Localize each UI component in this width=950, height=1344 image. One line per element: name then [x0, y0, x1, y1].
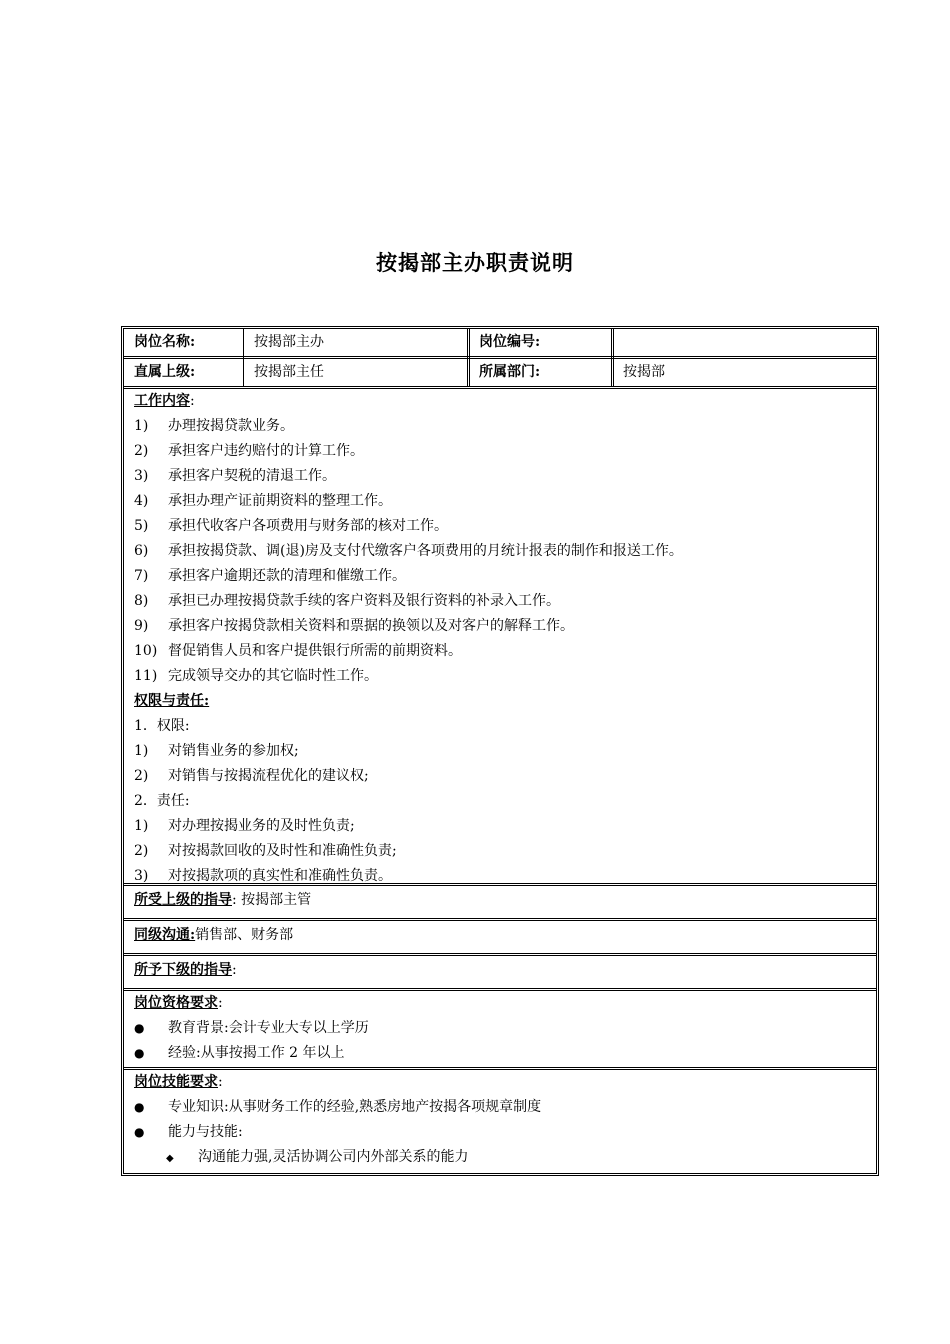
list-number: 1): [134, 818, 149, 834]
list-item: 经验:从事按揭工作 2 年以上: [168, 1045, 345, 1061]
list-item: 对按揭款回收的及时性和准确性负责;: [168, 843, 397, 859]
superior-label: 直属上级:: [134, 364, 196, 380]
work-heading: 工作内容:: [134, 393, 195, 409]
row-divider: [124, 883, 876, 886]
bullet-icon: ●: [134, 1046, 145, 1060]
guidance-to-label: 所予下级的指导: [134, 962, 232, 978]
list-item: 对销售与按揭流程优化的建议权;: [168, 768, 369, 784]
list-number: 9): [134, 618, 149, 634]
guidance-from-row: [134, 888, 311, 913]
qualification-heading: 岗位资格要求:: [134, 995, 223, 1011]
list-number: 7): [134, 568, 149, 584]
list-item: 承担客户按揭贷款相关资料和票据的换领以及对客户的解释工作。: [168, 618, 574, 634]
position-name-value: 按揭部主办: [254, 334, 324, 350]
guidance-from-value: : 按揭部主管: [232, 892, 312, 908]
list-item: 督促销售人员和客户提供银行所需的前期资料。: [168, 643, 462, 659]
qualification-section: [134, 991, 369, 1066]
position-name-label: 岗位名称:: [134, 334, 196, 350]
guidance-to-value: :: [232, 962, 237, 978]
list-number: 4): [134, 493, 149, 509]
department-label: 所属部门:: [479, 364, 541, 380]
list-number: 1): [134, 743, 149, 759]
list-item: 承担客户契税的清退工作。: [168, 468, 336, 484]
header-row-2: [124, 359, 876, 386]
list-item: 完成领导交办的其它临时性工作。: [168, 668, 378, 684]
row-divider: [124, 953, 876, 956]
bullet-icon: ●: [134, 1125, 145, 1139]
list-number: 2): [134, 768, 149, 784]
peer-comm-row: [134, 923, 293, 948]
list-item: 对按揭款项的真实性和准确性负责。: [168, 868, 392, 884]
list-number: 6): [134, 543, 149, 559]
list-item: 承担客户违约赔付的计算工作。: [168, 443, 364, 459]
document-title: 按揭部主办职责说明: [376, 250, 574, 275]
list-number: 8): [134, 593, 149, 609]
work-section: [134, 389, 683, 889]
diamond-bullet-icon: ◆: [166, 1153, 174, 1164]
list-item: 承担客户逾期还款的清理和催缴工作。: [168, 568, 406, 584]
list-item: 办理按揭贷款业务。: [168, 418, 294, 434]
column-divider: [243, 329, 244, 386]
column-divider: [611, 329, 614, 386]
list-number: 2): [134, 443, 149, 459]
list-item: 承担办理产证前期资料的整理工作。: [168, 493, 392, 509]
position-code-label: 岗位编号:: [479, 334, 541, 350]
duties-title: 2．责任:: [134, 793, 190, 809]
peer-comm-value: 销售部、财务部: [195, 927, 294, 943]
list-item: 能力与技能:: [168, 1124, 243, 1140]
list-number: 3): [134, 868, 149, 884]
guidance-from-label: 所受上级的指导: [134, 892, 232, 908]
superior-value: 按揭部主任: [254, 364, 324, 380]
bullet-icon: ●: [134, 1021, 145, 1035]
list-number: 5): [134, 518, 149, 534]
list-number: 3): [134, 468, 149, 484]
list-number: 10): [134, 643, 158, 659]
row-divider: [124, 918, 876, 921]
list-number: 2): [134, 843, 149, 859]
list-number: 1): [134, 418, 149, 434]
authority-heading: 权限与责任:: [134, 693, 210, 709]
peer-comm-label: 同级沟通:: [134, 927, 196, 943]
column-divider: [467, 329, 470, 386]
skills-heading: 岗位技能要求:: [134, 1074, 223, 1090]
list-number: 11): [134, 668, 158, 684]
list-item: 承担按揭贷款、调(退)房及支付代缴客户各项费用的月统计报表的制作和报送工作。: [168, 543, 683, 559]
list-item: 专业知识:从事财务工作的经验,熟悉房地产按揭各项规章制度: [168, 1099, 542, 1115]
list-item: 承担代收客户各项费用与财务部的核对工作。: [168, 518, 448, 534]
header-row-1: [124, 329, 876, 356]
rights-title: 1．权限:: [134, 718, 190, 734]
bullet-icon: ●: [134, 1100, 145, 1114]
position-code-value: [613, 329, 876, 356]
list-item: 教育背景:会计专业大专以上学历: [168, 1020, 369, 1036]
list-item: 承担已办理按揭贷款手续的客户资料及银行资料的补录入工作。: [168, 593, 560, 609]
list-item: 沟通能力强,灵活协调公司内外部关系的能力: [198, 1149, 469, 1165]
job-description-table: [121, 326, 879, 1176]
list-item: 对办理按揭业务的及时性负责;: [168, 818, 355, 834]
skills-section: [134, 1070, 541, 1170]
department-value: 按揭部: [623, 364, 665, 380]
guidance-to-row: [134, 958, 237, 983]
list-item: 对销售业务的参加权;: [168, 743, 299, 759]
